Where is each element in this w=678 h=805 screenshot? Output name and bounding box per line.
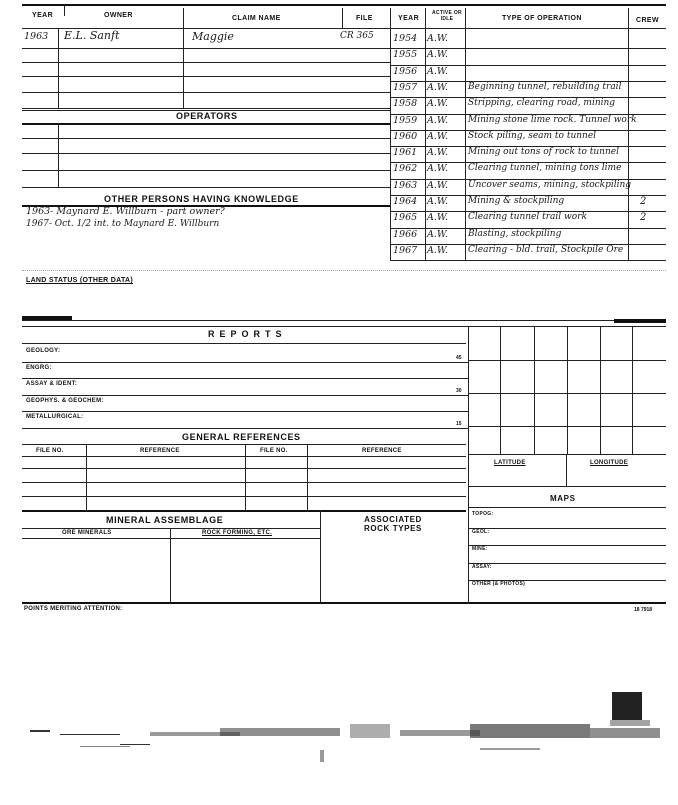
ops-type: Stock piling, seam to tunnel xyxy=(468,130,597,141)
divider xyxy=(86,444,87,510)
report-label: ENGRG: xyxy=(26,364,52,371)
active-idle-header: ACTIVE OR IDLE xyxy=(432,10,462,22)
row-line xyxy=(22,510,466,512)
knowledge-line-1: 1963- Maynard E. Willburn - part owner? xyxy=(26,206,225,217)
ops-year: 1965 xyxy=(393,212,418,224)
row-line xyxy=(22,76,390,77)
ops-type: Mining stone lime rock. Tunnel work xyxy=(468,114,637,125)
report-label: GEOPHYS. & GEOCHEM: xyxy=(26,397,104,404)
ops-status: A.W. xyxy=(427,98,449,110)
row-line xyxy=(468,426,666,427)
maps-row-label: GEOL: xyxy=(472,528,490,535)
claim-file: CR 365 xyxy=(340,31,374,41)
row-line xyxy=(468,507,666,508)
divider xyxy=(465,28,466,260)
divider xyxy=(320,510,321,602)
row-line xyxy=(22,482,466,483)
divider xyxy=(183,8,184,28)
ops-status: A.W. xyxy=(427,196,449,207)
divider xyxy=(628,8,629,28)
row-line xyxy=(22,170,390,171)
row-line xyxy=(22,538,320,539)
points-attention-label: POINTS MERITING ATTENTION: xyxy=(24,606,123,612)
maps-row-line xyxy=(468,545,666,546)
row-line xyxy=(22,528,320,529)
land-status-label: LAND STATUS (OTHER DATA) xyxy=(26,277,134,284)
ops-status: A.W. xyxy=(427,81,449,93)
divider xyxy=(465,8,466,28)
maps-row-line xyxy=(468,563,666,564)
claim-owner: E.L. Sanft xyxy=(64,29,120,42)
row-line xyxy=(468,454,666,455)
row-line xyxy=(22,92,390,93)
report-label: METALLURGICAL: xyxy=(26,414,84,420)
report-row-line xyxy=(22,395,468,396)
row-line xyxy=(468,360,666,361)
maps-row-line xyxy=(468,528,666,529)
row-line xyxy=(22,444,466,445)
divider xyxy=(58,123,59,187)
report-label: GEOLOGY: xyxy=(26,348,61,354)
ops-type: Beginning tunnel, rebuilding trail xyxy=(468,81,622,92)
general-refs-title: GENERAL REFERENCES xyxy=(182,432,301,442)
maps-row-label: MINE: xyxy=(472,546,488,552)
ops-status: A.W. xyxy=(427,33,449,44)
report-number: 45 xyxy=(456,355,462,361)
ops-status: A.W. xyxy=(427,163,449,175)
operators-title: OPERATORS xyxy=(176,111,238,121)
top-border xyxy=(22,4,666,6)
type-operation-header: TYPE OF OPERATION xyxy=(502,15,582,22)
row-line xyxy=(22,138,390,139)
row-line xyxy=(22,326,666,327)
ops-row-line xyxy=(390,260,666,261)
report-number: 30 xyxy=(456,388,462,394)
ops-year: 1967 xyxy=(393,244,418,256)
divider xyxy=(425,8,426,28)
ops-type: Clearing tunnel trail work xyxy=(468,212,587,223)
ref-col-reference2: REFERENCE xyxy=(362,448,402,454)
rock-forming-label: ROCK FORMING, ETC. xyxy=(202,530,273,536)
crew-header: CREW xyxy=(636,17,659,24)
reports-title: REPORTS xyxy=(208,329,287,339)
row-line xyxy=(22,48,390,49)
ore-minerals-label: ORE MINERALS xyxy=(62,530,112,536)
ops-status: A.W. xyxy=(427,228,449,240)
ops-year: 1966 xyxy=(393,228,418,240)
divider xyxy=(628,28,629,260)
form-number: 18 7918 xyxy=(634,607,653,613)
ops-type: Stripping, clearing road, mining xyxy=(468,98,616,109)
report-label: ASSAY & IDENT: xyxy=(26,381,78,387)
row-line xyxy=(22,187,390,188)
row-line xyxy=(468,486,666,487)
edge-bar xyxy=(614,319,666,323)
divider xyxy=(632,326,633,454)
maps-row-label: TOPOG: xyxy=(472,511,494,517)
file-header: FILE xyxy=(356,15,373,22)
year-header: YEAR xyxy=(32,12,54,19)
knowledge-title: OTHER PERSONS HAVING KNOWLEDGE xyxy=(104,194,299,204)
divider xyxy=(390,28,391,260)
divider xyxy=(64,6,65,16)
maps-row-label: ASSAY: xyxy=(472,563,492,570)
ops-type: Mining & stockpiling xyxy=(468,196,565,206)
ops-year: 1954 xyxy=(393,33,418,44)
claim-name-header: CLAIM NAME xyxy=(232,15,281,22)
claim-name: Maggie xyxy=(192,30,234,43)
claim-year: 1963 xyxy=(24,31,49,42)
ops-type: Mining out tons of rock to tunnel xyxy=(468,147,619,158)
ops-status: A.W. xyxy=(427,49,449,61)
row-line xyxy=(468,393,666,394)
row-line xyxy=(22,343,466,344)
ref-col-file1: FILE NO. xyxy=(36,448,64,454)
divider xyxy=(566,454,567,486)
ops-year: 1959 xyxy=(393,114,418,126)
ops-year: 1960 xyxy=(393,130,418,142)
ref-col-reference1: REFERENCE xyxy=(140,448,180,454)
ops-year: 1955 xyxy=(393,49,418,61)
divider xyxy=(170,528,171,602)
maps-row-label: OTHER (& PHOTOS) xyxy=(472,581,526,587)
divider xyxy=(183,28,184,108)
year2-header: YEAR xyxy=(398,15,420,22)
row-line xyxy=(22,153,390,154)
ops-year: 1964 xyxy=(393,196,418,207)
report-row-line xyxy=(22,362,468,363)
report-row-line xyxy=(22,411,468,412)
scan-noise xyxy=(20,700,666,770)
ops-status: A.W. xyxy=(427,212,449,224)
divider xyxy=(567,326,568,454)
ops-status: A.W. xyxy=(427,244,449,256)
row-line xyxy=(22,456,466,457)
row-line xyxy=(22,602,666,604)
ops-status: A.W. xyxy=(427,65,449,77)
ops-status: A.W. xyxy=(427,114,449,126)
divider xyxy=(342,8,343,28)
ops-type: Uncover seams, mining, stockpiling xyxy=(468,179,632,190)
ops-type: Blasting, stockpiling xyxy=(468,228,562,239)
ops-crew: 2 xyxy=(640,212,647,224)
row-line xyxy=(22,320,666,321)
ops-type: Clearing - bld. trail, Stockpile Ore xyxy=(468,244,624,255)
divider xyxy=(425,28,426,260)
row-line xyxy=(22,123,390,125)
ops-status: A.W. xyxy=(427,130,449,142)
divider xyxy=(245,444,246,510)
ops-status: A.W. xyxy=(427,179,449,191)
owner-header: OWNER xyxy=(104,12,133,19)
knowledge-line-2: 1967- Oct. 1/2 int. to Maynard E. Willburn xyxy=(26,219,220,229)
report-number: 15 xyxy=(456,421,462,427)
ops-type: Clearing tunnel, mining tons lime xyxy=(468,163,622,174)
latitude-label: LATITUDE xyxy=(494,460,526,466)
assoc-rock-title: ASSOCIATED ROCK TYPES xyxy=(363,515,422,533)
report-row-line xyxy=(22,378,468,379)
divider xyxy=(600,326,601,454)
longitude-label: LONGITUDE xyxy=(590,460,629,466)
ops-year: 1956 xyxy=(393,65,418,77)
row-line xyxy=(22,108,390,109)
ops-status: A.W. xyxy=(427,147,449,159)
ops-year: 1961 xyxy=(393,147,418,159)
divider xyxy=(390,8,391,28)
row-line xyxy=(22,62,390,63)
report-row-line xyxy=(22,428,468,429)
ops-year: 1962 xyxy=(393,163,418,175)
ops-year: 1963 xyxy=(393,179,418,191)
ops-year: 1957 xyxy=(393,81,418,93)
divider xyxy=(468,326,469,602)
ref-col-file2: FILE NO. xyxy=(260,448,288,454)
divider xyxy=(58,28,59,108)
divider xyxy=(500,326,501,454)
mineral-title: MINERAL ASSEMBLAGE xyxy=(106,515,224,525)
row-line xyxy=(22,468,466,469)
row-line xyxy=(22,270,666,271)
maps-title: MAPS xyxy=(550,494,576,503)
ops-year: 1958 xyxy=(393,98,418,110)
divider xyxy=(307,444,308,510)
divider xyxy=(534,326,535,454)
ops-crew: 2 xyxy=(640,196,647,207)
row-line xyxy=(22,496,466,497)
